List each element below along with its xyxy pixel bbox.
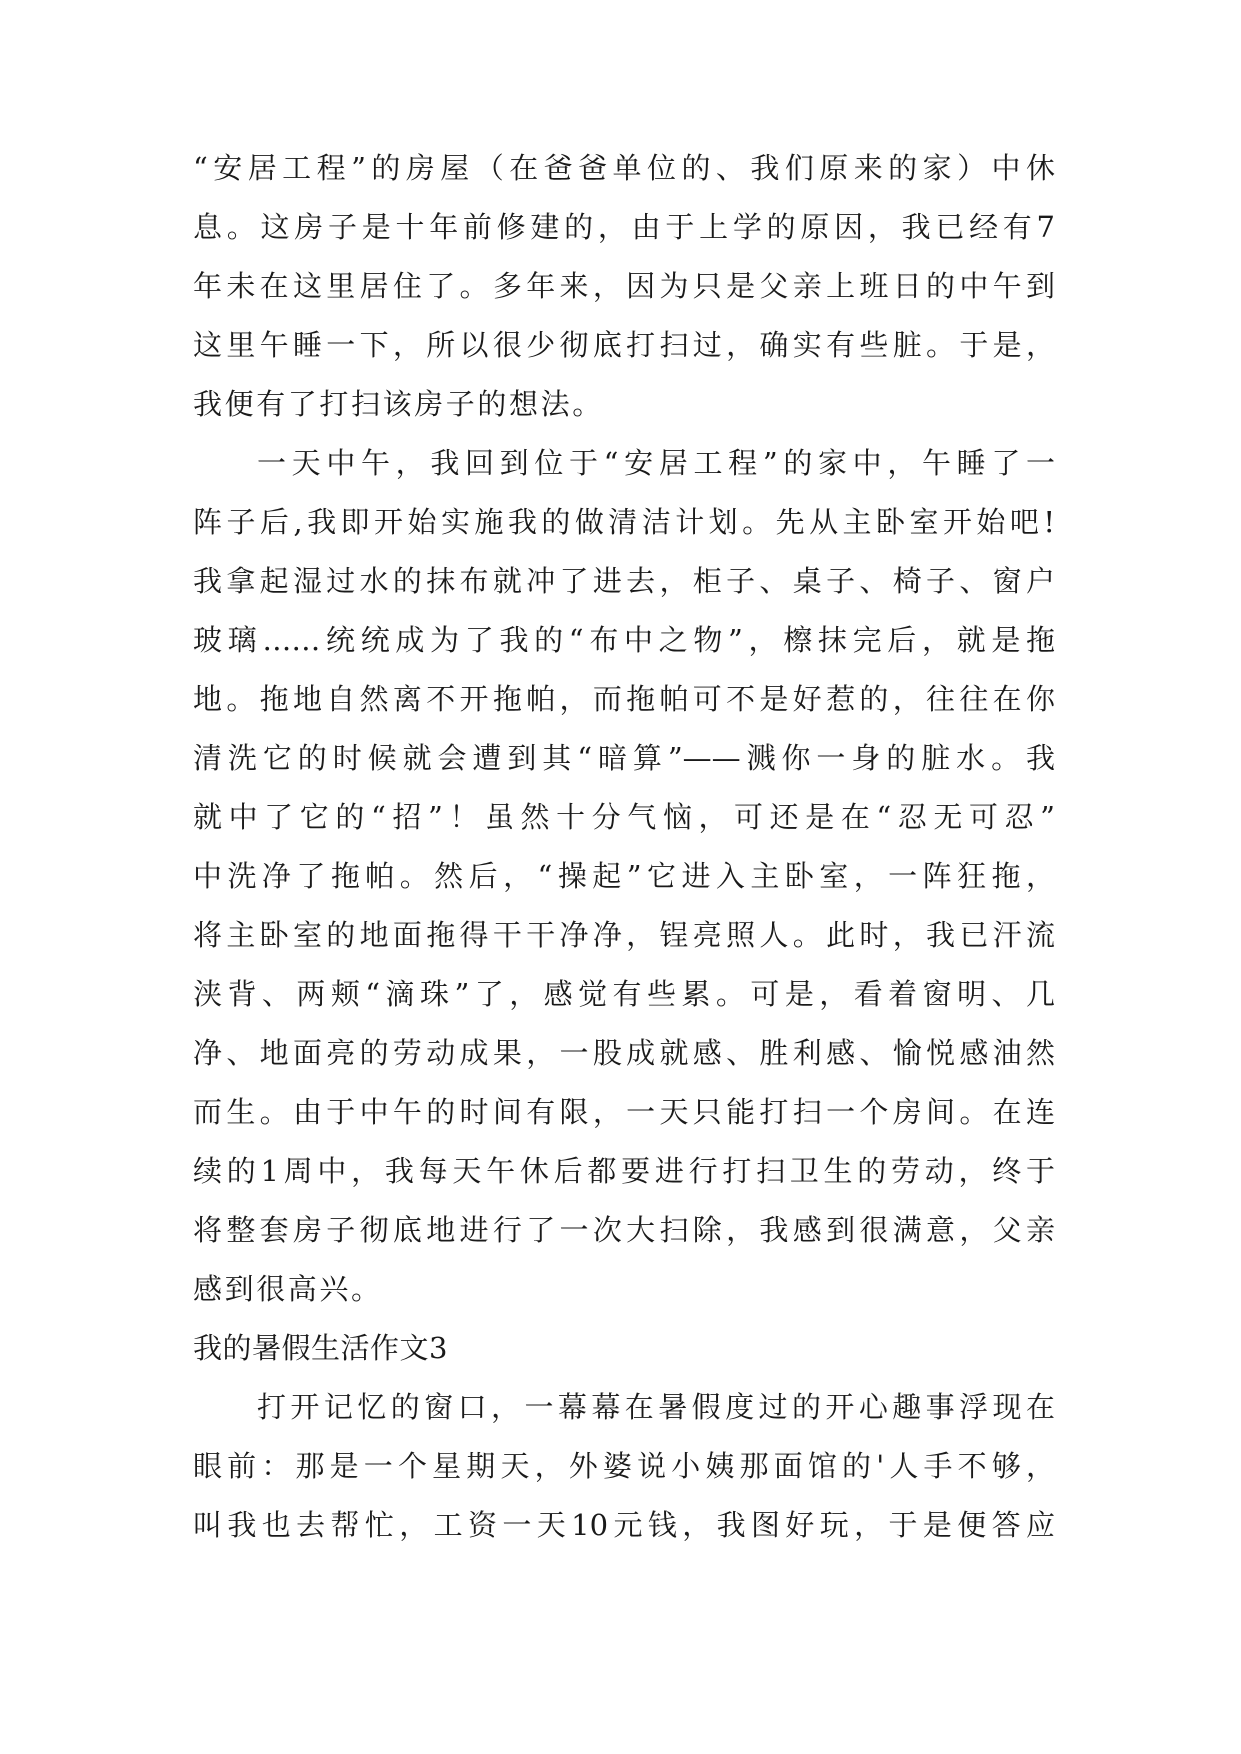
paragraph-first-line: 打开记忆的窗口，一幕幕在暑假度过的开心趣事浮现在 [257, 1390, 1055, 1424]
text-line: 续的1周中，我每天午休后都要进行打扫卫生的劳动，终于 [193, 1154, 1055, 1188]
section-heading: 我的暑假生活作文3 [193, 1331, 448, 1365]
text-line: 地。拖地自然离不开拖帕，而拖帕可不是好惹的，往往在你 [193, 682, 1055, 716]
text-line: 净、地面亮的劳动成果，一股成就感、胜利感、愉悦感油然 [193, 1036, 1055, 1070]
text-line: 而生。由于中午的时间有限，一天只能打扫一个房间。在连 [193, 1095, 1055, 1129]
text-line: 浃背、两颊“滴珠”了，感觉有些累。可是，看着窗明、几 [193, 977, 1055, 1011]
text-line: 清洗它的时候就会遭到其“暗算”——溅你一身的脏水。我 [193, 741, 1055, 775]
text-line: 就中了它的“招”！虽然十分气恼，可还是在“忍无可忍” [193, 800, 1055, 834]
text-line: 眼前：那是一个星期天，外婆说小姨那面馆的'人手不够， [193, 1449, 1055, 1483]
text-line: 阵子后,我即开始实施我的做清洁计划。先从主卧室开始吧! [193, 505, 1055, 539]
text-line: 将整套房子彻底地进行了一次大扫除，我感到很满意，父亲 [193, 1213, 1055, 1247]
text-line: 叫我也去帮忙，工资一天10元钱，我图好玩，于是便答应 [193, 1508, 1055, 1542]
text-line: “安居工程”的房屋（在爸爸单位的、我们原来的家）中休 [193, 151, 1055, 185]
text-line: 我拿起湿过水的抹布就冲了进去，柜子、桌子、椅子、窗户 [193, 564, 1055, 598]
text-line: 将主卧室的地面拖得干干净净，锃亮照人。此时，我已汗流 [193, 918, 1055, 952]
text-line: 我便有了打扫该房子的想法。 [193, 387, 604, 421]
text-line: 年未在这里居住了。多年来，因为只是父亲上班日的中午到 [193, 269, 1055, 303]
paragraph-first-line: 一天中午，我回到位于“安居工程”的家中，午睡了一 [257, 446, 1055, 480]
text-line: 这里午睡一下，所以很少彻底打扫过，确实有些脏。于是， [193, 328, 1055, 362]
text-line: 玻璃……统统成为了我的“布中之物”，檫抹完后，就是拖 [193, 623, 1055, 657]
text-line: 息。这房子是十年前修建的，由于上学的原因，我已经有7 [193, 210, 1055, 244]
text-line: 感到很高兴。 [193, 1272, 383, 1306]
text-line: 中洗净了拖帕。然后，“操起”它进入主卧室，一阵狂拖， [193, 859, 1055, 893]
